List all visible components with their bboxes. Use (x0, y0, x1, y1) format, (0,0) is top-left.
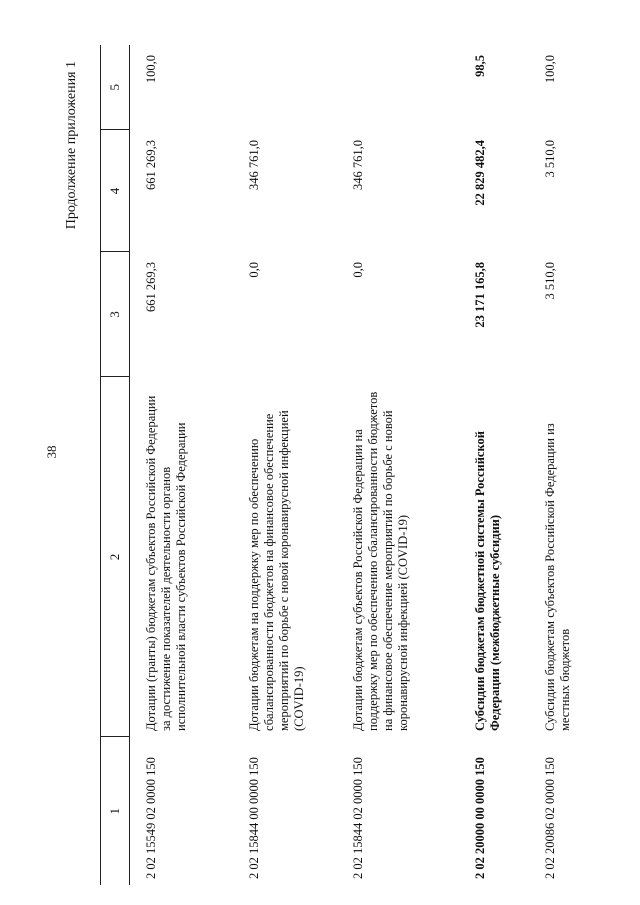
table-row (459, 45, 529, 885)
row-col4: 22 829 482,4 (473, 140, 488, 206)
rotated-page-content (60, 45, 580, 885)
row-code: 2 02 20086 02 0000 150 (543, 757, 558, 879)
row-code: 2 02 15844 02 0000 150 (351, 757, 366, 879)
row-col5 (337, 45, 459, 130)
table-row (233, 45, 337, 885)
column-header-3: 3 (101, 252, 130, 377)
page-number: 38 (44, 445, 59, 459)
budget-table (100, 45, 589, 885)
row-name: Субсидии бюджетам бюджетной системы Российской Федерации (межбюджетные субсидии) (473, 431, 503, 731)
row-code: 2 02 15844 00 0000 150 (247, 757, 262, 879)
row-col4: 3 510,0 (543, 140, 558, 178)
column-header-2: 2 (101, 377, 130, 737)
row-name: Дотации бюджетам субъектов Российской Федерации на поддержку мер по обеспечению сбалансированности бюджетов на финансовое обеспечение мероприятий по борьбе с новой коронавирусной инфекцией (COVID-19) (351, 391, 411, 731)
table-row (529, 45, 589, 885)
row-code: 2 02 15549 02 0000 150 (143, 757, 158, 879)
row-col4: 661 269,3 (143, 140, 158, 190)
row-col3: 661 269,3 (143, 262, 158, 312)
row-col4: 346 761,0 (351, 140, 366, 190)
column-header-1: 1 (101, 737, 130, 885)
table-row (129, 45, 233, 885)
row-col5 (233, 45, 337, 130)
row-col5: 100,0 (543, 55, 558, 84)
row-col3: 0,0 (247, 262, 262, 278)
row-col4: 346 761,0 (247, 140, 262, 190)
row-col3: 3 510,0 (543, 262, 558, 300)
table-row (337, 45, 459, 885)
row-name: Дотации (гранты) бюджетам субъектов Российской Федерации за достижение показателей деятельности органов исполнительной власти субъектов Российской Федерации (143, 395, 188, 731)
column-header-4: 4 (101, 130, 130, 252)
row-col3: 23 171 165,8 (473, 262, 488, 328)
row-col3: 0,0 (351, 262, 366, 278)
row-code: 2 02 20000 00 0000 150 (473, 757, 488, 879)
column-header-5: 5 (101, 45, 130, 130)
row-name: Субсидии бюджетам субъектов Российской Федерации из местных бюджетов (543, 423, 573, 731)
appendix-caption: Продолжение приложения 1 (64, 61, 79, 230)
row-name: Дотации бюджетам на поддержку мер по обеспечению сбалансированности бюджетов на финансовое обеспечение мероприятий по борьбе с новой коронавирусной инфекцией (COVID-19) (247, 410, 307, 731)
table-header-row (101, 45, 130, 885)
row-col5: 98,5 (473, 55, 488, 77)
row-col5: 100,0 (143, 55, 158, 84)
